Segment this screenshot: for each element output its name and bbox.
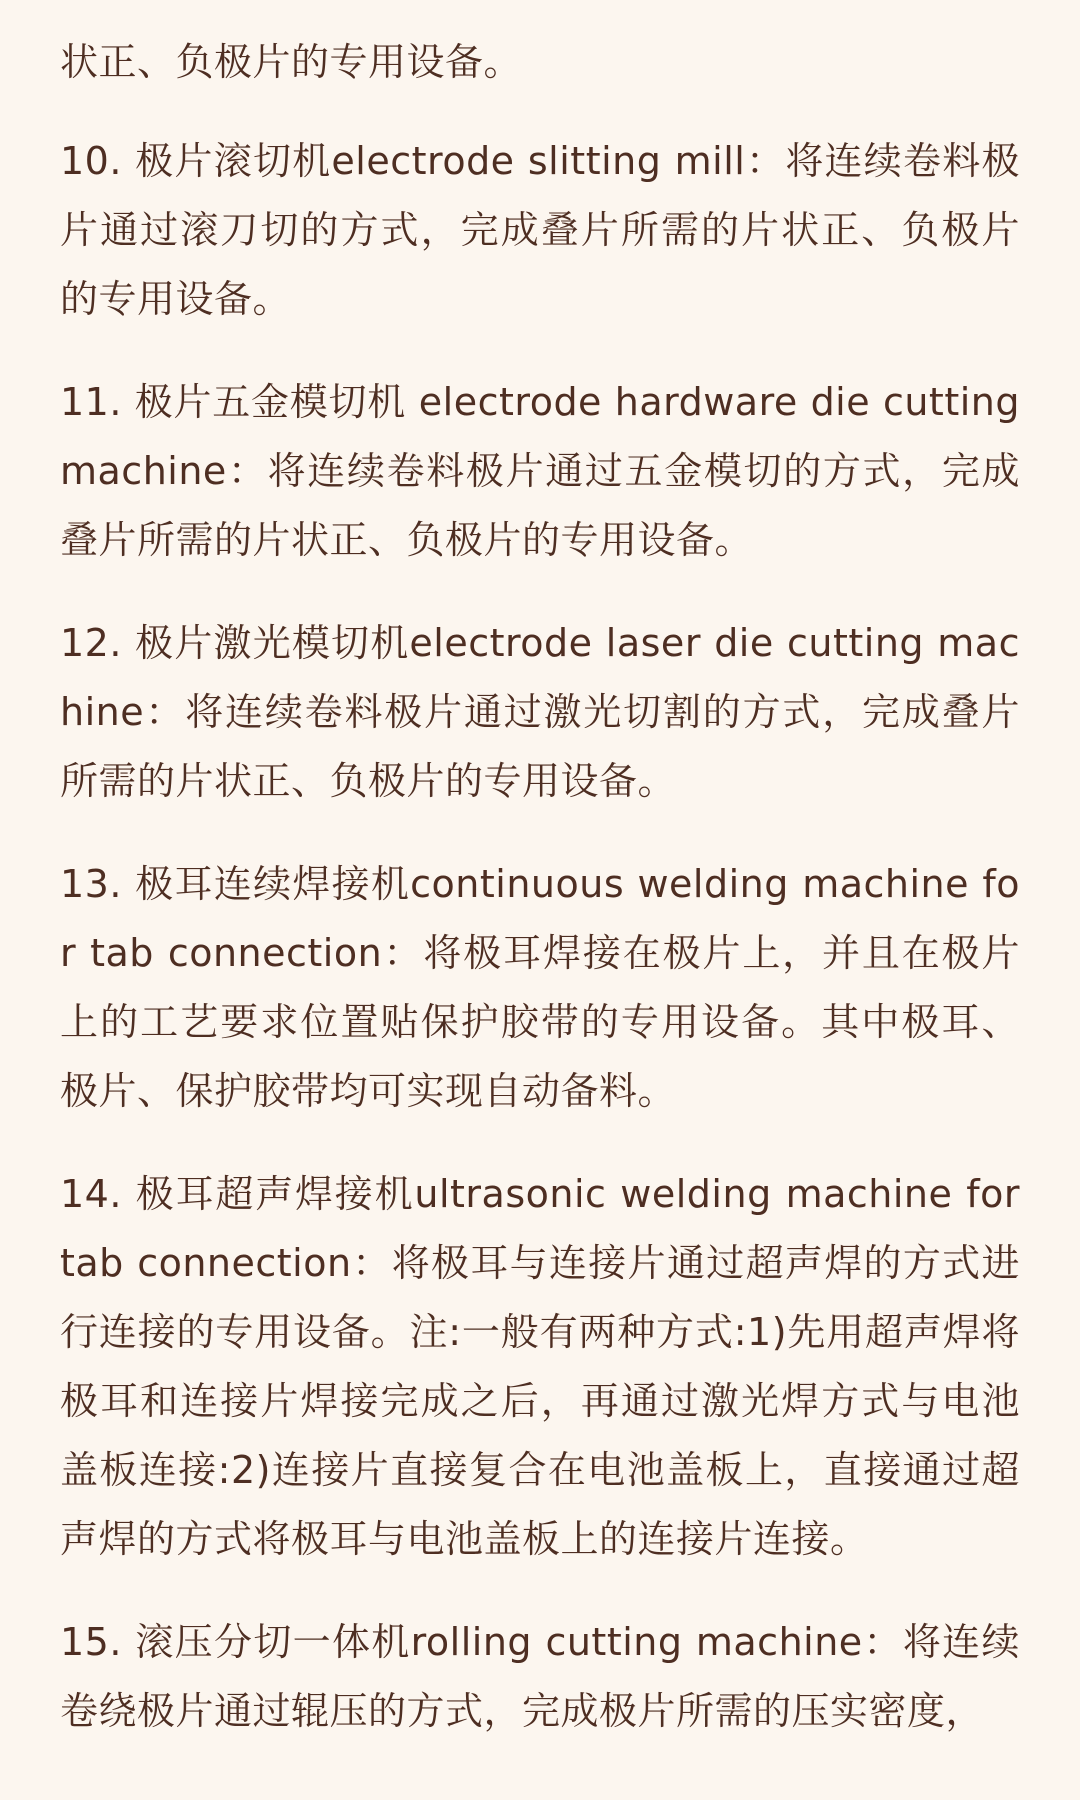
- paragraph-continuation: 状正、负极片的专用设备。: [60, 40, 523, 84]
- paragraph-item-15: 15. 滚压分切一体机rolling cutting machine：将连续卷绕极片通过辊压的方式，完成极片所需的压实密度，: [60, 1620, 1020, 1733]
- paragraph-item-11: 11. 极片五金模切机 electrode hardware die cutting machine：将连续卷料极片通过五金模切的方式，完成叠片所需的片状正、负极片的专用设备。: [60, 380, 1020, 562]
- paragraph-item-14: 14. 极耳超声焊接机ultrasonic welding machine for tab connection：将极耳与连接片通过超声焊的方式进行连接的专用设备。注:一般有两种方式:1)先用超声焊将极耳和连接片焊接完成之后，再通过激光焊方式与电池盖板连接:2)连接片直接复合在电池盖板上，直接通过超声焊的方式将极耳与电池盖板上的连接片连接。: [60, 1172, 1020, 1561]
- paragraph-item-10: 10. 极片滚切机electrode slitting mill：将连续卷料极片通过滚刀切的方式，完成叠片所需的片状正、负极片的专用设备。: [60, 139, 1020, 321]
- paragraph-item-13: 13. 极耳连续焊接机continuous welding machine for tab connection：将极耳焊接在极片上，并且在极片上的工艺要求位置贴保护胶带的专用设备。其中极耳、极片、保护胶带均可实现自动备料。: [60, 862, 1020, 1113]
- paragraph-item-12: 12. 极片激光模切机electrode laser die cutting machine：将连续卷料极片通过激光切割的方式，完成叠片所需的片状正、负极片的专用设备。: [60, 621, 1020, 803]
